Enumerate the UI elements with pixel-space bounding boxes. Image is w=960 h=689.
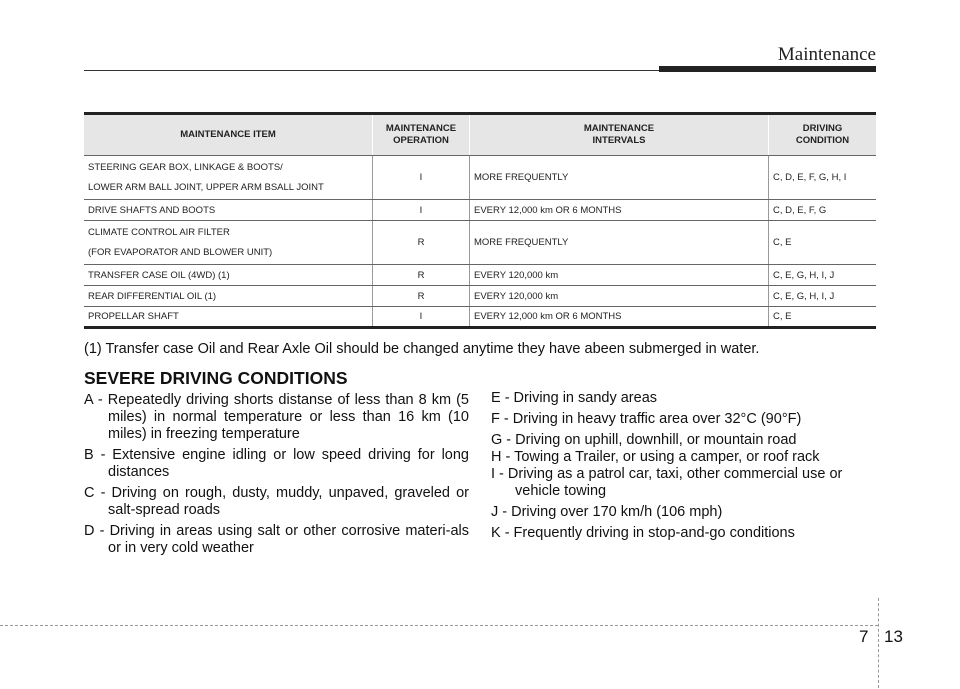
footer-divider	[878, 598, 879, 688]
cell-interval: MORE FREQUENTLY	[470, 221, 769, 265]
cell-item	[84, 221, 373, 265]
chapter-number: 7	[859, 627, 869, 646]
page-header-title: Maintenance	[777, 44, 876, 65]
condition-item: A - Repeatedly driving shorts distanse of less than 8 km (5 miles) in normal temperature or less than 16 km (10 miles) in freezing temperature	[84, 392, 469, 442]
cell-item	[84, 265, 373, 286]
table-header-row	[84, 114, 876, 156]
header-bar	[659, 66, 876, 72]
cell-item	[84, 307, 373, 328]
column-header-operation: MAINTENANCE OPERATION	[373, 114, 470, 156]
condition-item: E - Driving in sandy areas	[491, 390, 658, 406]
table-row	[84, 156, 876, 200]
column-header-item: MAINTENANCE ITEM	[84, 114, 373, 156]
cell-interval: EVERY 12,000 km OR 6 MONTHS	[470, 307, 769, 328]
table-row	[84, 221, 876, 265]
table-footnote: (1) Transfer case Oil and Rear Axle Oil should be changed anytime they have abeen submerged in water.	[84, 341, 760, 357]
column-header-intervals: MAINTENANCE INTERVALS	[470, 114, 769, 156]
cell-operation: I	[373, 200, 470, 221]
table-row	[84, 286, 876, 307]
conditions-right-column	[491, 390, 891, 546]
table-body	[84, 156, 876, 328]
cell-interval: MORE FREQUENTLY	[470, 156, 769, 200]
cell-operation: R	[373, 221, 470, 265]
footer-rule	[0, 625, 878, 626]
section-title: SEVERE DRIVING CONDITIONS	[84, 368, 348, 388]
item-line: LOWER ARM BALL JOINT, UPPER ARM BSALL JOINT	[88, 182, 324, 193]
cell-operation: R	[373, 265, 470, 286]
cell-condition: C, E	[769, 221, 877, 265]
cell-condition: C, E, G, H, I, J	[769, 265, 877, 286]
conditions-left-column	[84, 392, 469, 561]
item-line: TRANSFER CASE OIL (4WD) (1)	[88, 269, 230, 281]
table-row	[84, 200, 876, 221]
item-line: (FOR EVAPORATOR AND BLOWER UNIT)	[88, 247, 273, 258]
condition-item: J - Driving over 170 km/h (106 mph)	[491, 504, 723, 520]
cell-item	[84, 200, 373, 221]
condition-item: G - Driving on uphill, downhill, or mountain road	[491, 432, 797, 448]
condition-item: C - Driving on rough, dusty, muddy, unpaved, graveled or salt-spread roads	[84, 485, 469, 518]
item-line: STEERING GEAR BOX, LINKAGE & BOOTS/	[88, 162, 283, 173]
item-line: DRIVE SHAFTS AND BOOTS	[88, 204, 216, 216]
cell-condition: C, D, E, F, G	[769, 200, 877, 221]
cell-interval: EVERY 120,000 km	[470, 286, 769, 307]
cell-condition: C, D, E, F, G, H, I	[769, 156, 877, 200]
table-row	[84, 265, 876, 286]
cell-operation: I	[373, 307, 470, 328]
condition-item: K - Frequently driving in stop-and-go conditions	[491, 525, 795, 541]
item-line: CLIMATE CONTROL AIR FILTER	[88, 227, 230, 238]
column-header-condition: DRIVING CONDITION	[769, 114, 877, 156]
maintenance-table	[84, 112, 876, 329]
condition-item: H - Towing a Trailer, or using a camper, or roof rack	[491, 449, 820, 465]
header-rule	[84, 70, 659, 71]
item-line: REAR DIFFERENTIAL OIL (1)	[88, 290, 217, 302]
condition-item: I - Driving as a patrol car, taxi, other commercial use or vehicle towing	[491, 466, 843, 499]
page-number: 13	[884, 627, 903, 646]
condition-item: D - Driving in areas using salt or other corrosive materi-als or in very cold weather	[84, 523, 469, 556]
cell-operation: R	[373, 286, 470, 307]
table-row	[84, 307, 876, 328]
cell-interval: EVERY 120,000 km	[470, 265, 769, 286]
cell-condition: C, E, G, H, I, J	[769, 286, 877, 307]
cell-item	[84, 286, 373, 307]
cell-operation: I	[373, 156, 470, 200]
condition-item: F - Driving in heavy traffic area over 32°C (90°F)	[491, 411, 802, 427]
condition-item: B - Extensive engine idling or low speed driving for long distances	[84, 447, 469, 480]
cell-condition: C, E	[769, 307, 877, 328]
cell-item	[84, 156, 373, 200]
cell-interval: EVERY 12,000 km OR 6 MONTHS	[470, 200, 769, 221]
item-line: PROPELLAR SHAFT	[88, 311, 179, 322]
